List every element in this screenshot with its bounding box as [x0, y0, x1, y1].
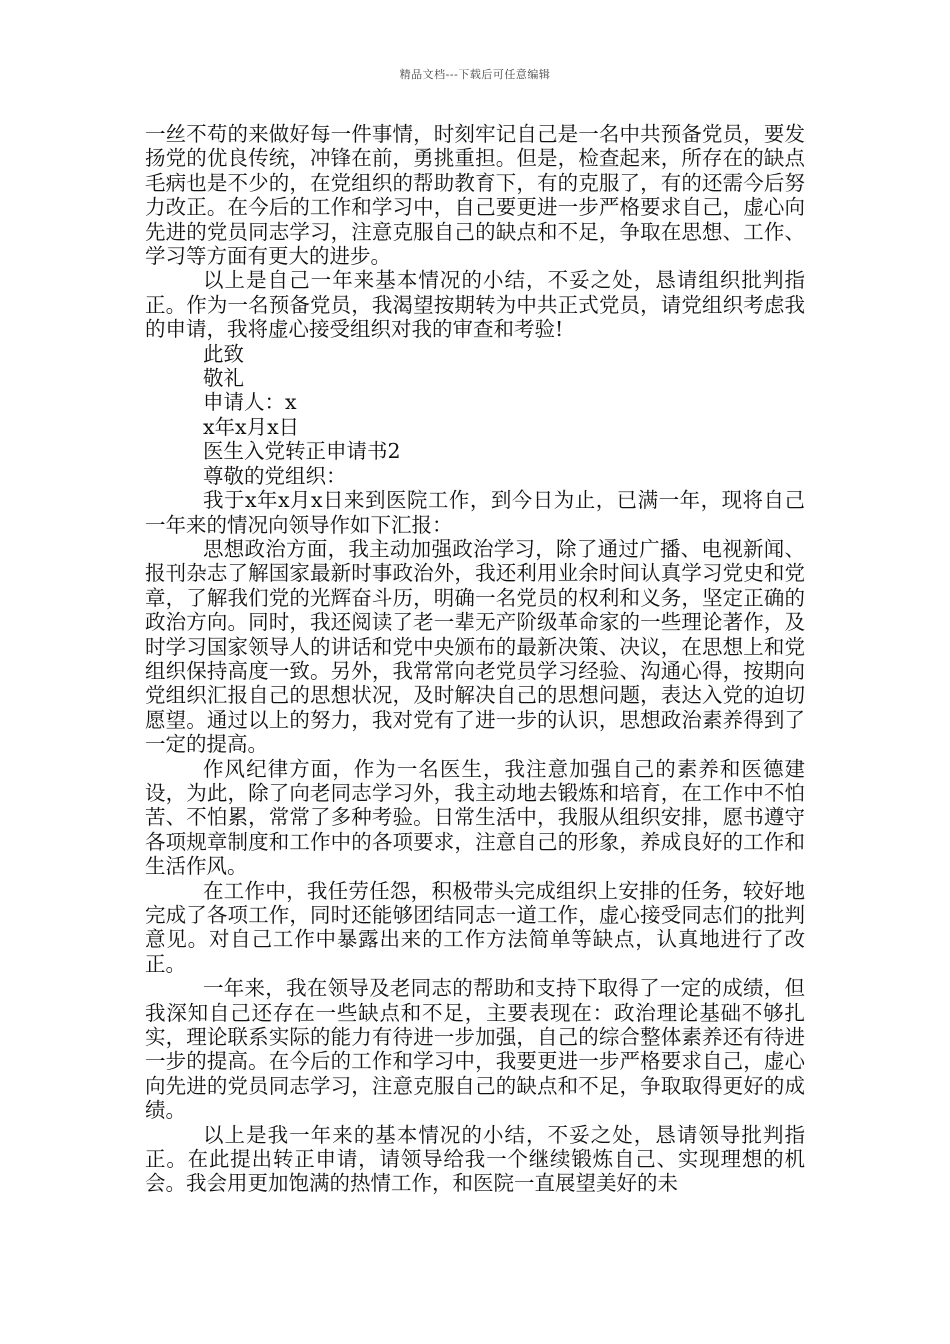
- greeting-line: 尊敬的党组织：: [203, 463, 347, 488]
- paragraph-shortcomings: 一年来，我在领导及老同志的帮助和支持下取得了一定的成绩，但我深知自己还存在一些缺点和不足，主要表现在：政治理论基础不够扎实，理论联系实际的能力有待进一步加强，自己的综合整体素养还有待进一步的提高。在今后的工作和学习中，我要更进一步严格要求自己，虚心向先进的党员同志学习，注意克服自己的缺点和不足，争取取得更好的成绩。: [145, 976, 805, 1123]
- paragraph-conclusion: 以上是自己一年来基本情况的小结，不妥之处，恳请组织批判指正。作为一名预备党员，我渴望按期转为中共正式党员，请党组织考虑我的申请，我将虚心接受组织对我的审查和考验!: [145, 268, 805, 342]
- paragraph-intro: 我于x年x月x日来到医院工作，到今日为止，已满一年，现将自己一年来的情况向领导作如下汇报：: [145, 488, 805, 537]
- document-body: [145, 122, 805, 1196]
- paragraph-request: 以上是我一年来的基本情况的小结，不妥之处，恳请领导批判指正。在此提出转正申请，请领导给我一个继续锻炼自己、实现理想的机会。我会用更加饱满的热情工作，和医院一直展望美好的未: [145, 1122, 805, 1196]
- paragraph-discipline: 作风纪律方面，作为一名医生，我注意加强自己的素养和医德建设，为此，除了向老同志学习外，我主动地去锻炼和培育，在工作中不怕苦、不怕累，常常了多种考验。日常生活中，我服从组织安排，愿书遵守各项规章制度和工作中的各项要求，注意自己的形象，养成良好的工作和生活作风。: [145, 756, 805, 879]
- applicant-line: 申请人：x: [203, 390, 297, 415]
- closing-regards: 敬礼: [203, 366, 244, 391]
- closing-salutation: 此致: [203, 341, 244, 366]
- section-title: 医生入党转正申请书2: [203, 439, 401, 464]
- page-header: 精品文档---下载后可任意编辑: [399, 68, 551, 81]
- paragraph-political: 思想政治方面，我主动加强政治学习，除了通过广播、电视新闻、报刊杂志了解国家最新时事政治外，我还利用业余时间认真学习党史和党章，了解我们党的光辉奋斗历，明确一名党员的权利和义务，坚定正确的政治方向。同时，我还阅读了老一辈无产阶级革命家的一些理论著作，及时学习国家领导人的讲话和党中央颁布的最新决策、决议，在思想上和党组织保持高度一致。另外，我常常向老党员学习经验、沟通心得，按期向党组织汇报自己的思想状况，及时解决自己的思想问题，表达入党的迫切愿望。通过以上的努力，我对党有了进一步的认识，思想政治素养得到了一定的提高。: [145, 536, 805, 757]
- date-line: x年x月x日: [203, 414, 300, 439]
- paragraph-continuation: 一丝不苟的来做好每一件事情，时刻牢记自己是一名中共预备党员，要发扬党的优良传统，冲锋在前，勇挑重担。但是，检查起来，所存在的缺点毛病也是不少的，在党组织的帮助教育下，有的克服了，有的还需今后努力改正。在今后的工作和学习中，自己要更进一步严格要求自己，虚心向先进的党员同志学习，注意克服自己的缺点和不足，争取在思想、工作、学习等方面有更大的进步。: [145, 122, 805, 269]
- paragraph-work: 在工作中，我任劳任怨，积极带头完成组织上安排的任务，较好地完成了各项工作，同时还能够团结同志一道工作，虚心接受同志们的批判意见。对自己工作中暴露出来的工作方法简单等缺点，认真地进行了改正。: [145, 878, 805, 976]
